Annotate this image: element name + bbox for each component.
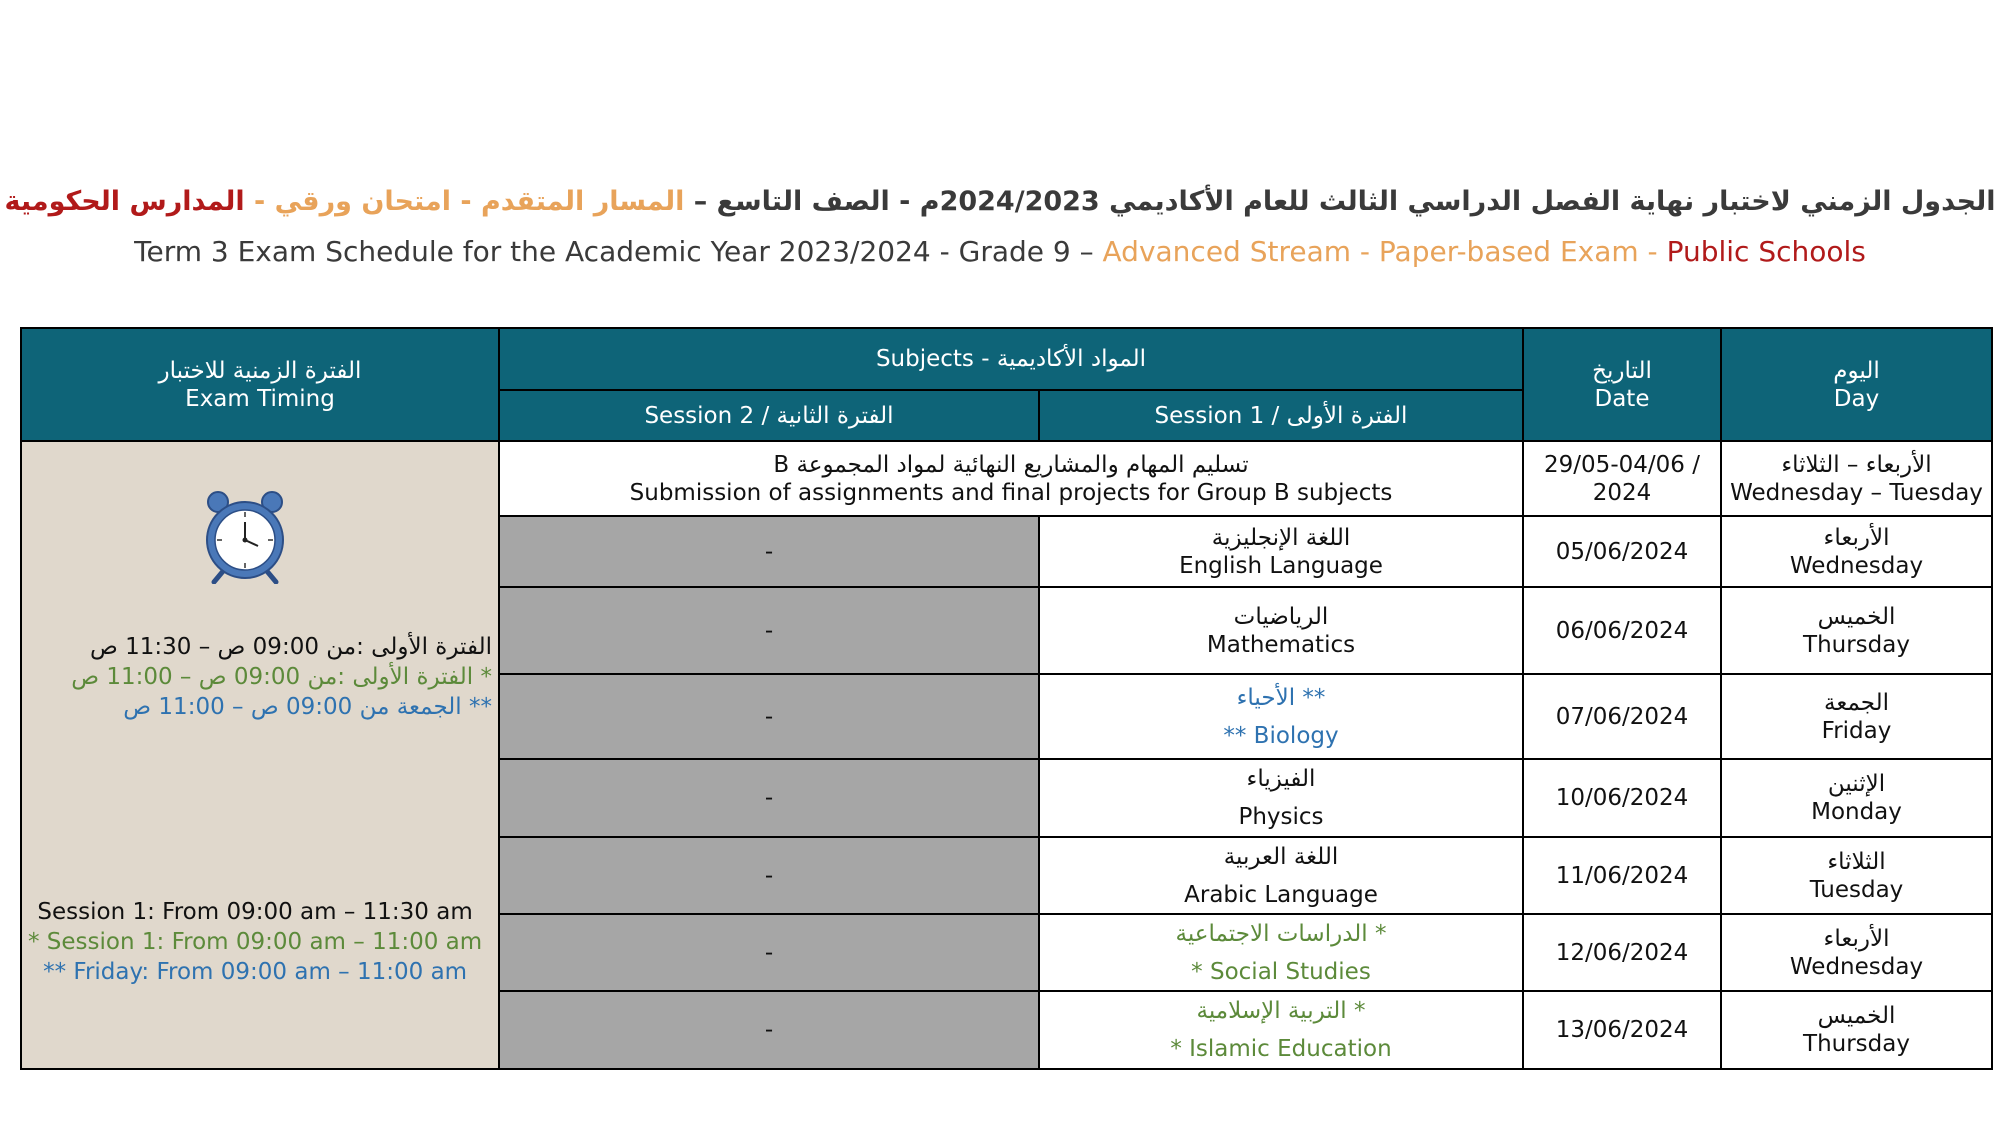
day-cell xyxy=(1721,759,1992,837)
header-day-ar: اليوم xyxy=(1833,357,1880,384)
subject-cell xyxy=(1039,914,1523,991)
subject-cell xyxy=(1039,837,1523,914)
subject-ar: * التربية الإسلامية xyxy=(1196,998,1366,1024)
timing-en-line-3: ** Friday: From 09:00 am – 11:00 am xyxy=(43,959,468,985)
subject-cell xyxy=(1039,759,1523,837)
title-ar-stream: المسار المتقدم - امتحان ورقي - xyxy=(244,186,685,217)
day-ar: الأربعاء xyxy=(1823,925,1890,952)
day-ar: الإثنين xyxy=(1827,771,1886,797)
subject-en: Physics xyxy=(1238,804,1324,830)
subject-en: Mathematics xyxy=(1206,631,1356,658)
date-cell: 11/06/2024 xyxy=(1523,837,1721,914)
subject-en: English Language xyxy=(1179,552,1383,579)
exam-timing-panel xyxy=(21,441,499,1069)
subject-ar: اللغة العربية xyxy=(1223,843,1339,870)
day-ar: الثلاثاء xyxy=(1827,848,1886,875)
subject-ar: الرياضيات xyxy=(1233,603,1329,630)
subject-en: * Social Studies xyxy=(1191,958,1371,985)
submission-date: 29/05-04/06 / 2024 xyxy=(1523,441,1721,516)
day-cell xyxy=(1721,674,1992,759)
submission-cell xyxy=(499,441,1523,516)
subject-cell xyxy=(1039,516,1523,587)
day-ar: الخميس xyxy=(1817,603,1896,630)
day-cell xyxy=(1721,587,1992,674)
subject-ar: ** الأحياء xyxy=(1236,684,1326,711)
session-2-cell: - xyxy=(499,991,1039,1069)
subject-ar: * الدراسات الاجتماعية xyxy=(1175,920,1387,947)
title-en-stream: Advanced Stream - Paper-based Exam - xyxy=(1102,235,1667,268)
day-en: Thursday xyxy=(1803,631,1910,658)
date-cell: 13/06/2024 xyxy=(1523,991,1721,1069)
subject-ar: الفيزياء xyxy=(1246,766,1316,792)
title-en-main: Term 3 Exam Schedule for the Academic Year 2023/2024 - Grade 9 – xyxy=(134,235,1103,268)
day-cell xyxy=(1721,914,1992,991)
day-en: Friday xyxy=(1821,717,1892,744)
title-ar-schools: المدارس الحكومية xyxy=(4,186,245,217)
day-en: Monday xyxy=(1811,799,1902,825)
session-2-cell: - xyxy=(499,516,1039,587)
session-2-cell: - xyxy=(499,759,1039,837)
day-ar: الخميس xyxy=(1817,1003,1896,1029)
subject-cell xyxy=(1039,587,1523,674)
title-english xyxy=(0,226,2000,278)
date-cell: 07/06/2024 xyxy=(1523,674,1721,759)
header-session-1: Session 1 / الفترة الأولى xyxy=(1039,390,1523,441)
submission-day xyxy=(1721,441,1992,516)
header-exam-timing xyxy=(21,328,499,441)
title-ar-main: الجدول الزمني لاختبار نهاية الفصل الدراسي الثالث للعام الأكاديمي 2024/2023م - الصف التاسع – xyxy=(684,186,1996,217)
subject-en: ** Biology xyxy=(1223,722,1339,749)
timing-ar-line-1: الفترة الأولى :من 09:00 ص – 11:30 ص xyxy=(90,634,492,660)
header-date xyxy=(1523,328,1721,441)
day-en: Thursday xyxy=(1803,1031,1910,1057)
session-2-cell: - xyxy=(499,674,1039,759)
day-en: Tuesday xyxy=(1809,876,1904,903)
header-date-ar: التاريخ xyxy=(1592,357,1652,384)
timing-ar-line-2: * الفترة الأولى :من 09:00 ص – 11:00 ص xyxy=(71,664,492,690)
title-en-schools: Public Schools xyxy=(1666,235,1866,268)
day-cell xyxy=(1721,837,1992,914)
timing-en-line-2: * Session 1: From 09:00 am – 11:00 am xyxy=(28,929,483,955)
date-cell: 06/06/2024 xyxy=(1523,587,1721,674)
day-en: Wednesday xyxy=(1789,953,1924,980)
date-cell: 10/06/2024 xyxy=(1523,759,1721,837)
subject-ar: اللغة الإنجليزية xyxy=(1211,524,1351,551)
alarm-clock-icon xyxy=(200,490,290,584)
session-2-cell: - xyxy=(499,837,1039,914)
subject-cell xyxy=(1039,991,1523,1069)
subject-en: * Islamic Education xyxy=(1170,1036,1392,1062)
header-subjects: Subjects - المواد الأكاديمية xyxy=(499,328,1523,390)
session-2-cell: - xyxy=(499,587,1039,674)
day-cell xyxy=(1721,991,1992,1069)
title-arabic xyxy=(0,178,2000,226)
timing-arabic xyxy=(71,632,492,722)
timing-en-line-1: Session 1: From 09:00 am – 11:30 am xyxy=(37,899,473,925)
header-date-en: Date xyxy=(1594,385,1650,412)
timing-ar-line-3: ** الجمعة من 09:00 ص – 11:00 ص xyxy=(123,694,492,720)
day-ar: الأربعاء xyxy=(1823,524,1890,551)
submission-day-ar: الأربعاء – الثلاثاء xyxy=(1781,451,1932,478)
subject-cell xyxy=(1039,674,1523,759)
timing-english xyxy=(28,897,482,987)
session-2-cell: - xyxy=(499,914,1039,991)
header-day-en: Day xyxy=(1833,385,1880,412)
day-ar: الجمعة xyxy=(1824,689,1889,716)
submission-en: Submission of assignments and final projects for Group B subjects xyxy=(629,479,1393,506)
submission-ar: تسليم المهام والمشاريع النهائية لمواد المجموعة B xyxy=(773,451,1249,478)
date-cell: 05/06/2024 xyxy=(1523,516,1721,587)
date-cell: 12/06/2024 xyxy=(1523,914,1721,991)
exam-schedule-table xyxy=(20,327,1993,1070)
header-day xyxy=(1721,328,1992,441)
subject-en: Arabic Language xyxy=(1184,881,1378,908)
day-en: Wednesday xyxy=(1789,552,1924,579)
submission-day-en: Wednesday – Tuesday xyxy=(1730,479,1983,506)
header-session-2: Session 2 / الفترة الثانية xyxy=(499,390,1039,441)
day-cell xyxy=(1721,516,1992,587)
header-timing-ar: الفترة الزمنية للاختبار xyxy=(158,357,362,384)
header-timing-en: Exam Timing xyxy=(185,385,335,412)
document-title xyxy=(0,178,2000,278)
